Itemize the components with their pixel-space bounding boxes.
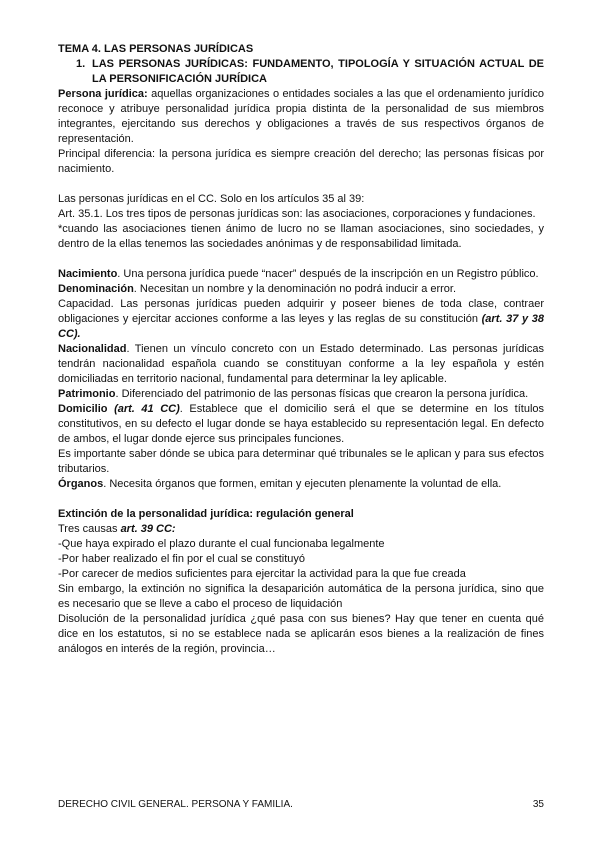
domicilio-term: Domicilio (58, 403, 108, 415)
definition-text: aquellas organizaciones o entidades sociales a las que el ordenamiento jurídico reconoce y atribuye personalidad jurídica propia distinta de la personalidad de sus miembros integrantes, ejercitando sus derechos y obligaciones a través de sus respectivos órganos de representación. (58, 88, 544, 145)
domicilio-ref: (art. 41 CC) (107, 403, 180, 415)
footer-course: DERECHO CIVIL GENERAL. PERSONA Y FAMILIA. (58, 799, 293, 810)
causes-intro-text: Tres causas (58, 523, 121, 535)
cc-paragraph-2: Art. 35.1. Los tres tipos de personas jurídicas son: las asociaciones, corporaciones y fundaciones. (58, 208, 536, 220)
nacionalidad-paragraph (58, 342, 544, 387)
capacidad-ref: (art. 37 y 38 CC). (58, 313, 544, 340)
organos-paragraph (58, 477, 544, 492)
extincion-paragraph-2: Disolución de la personalidad jurídica ¿qué pasa con sus bienes? Hay que tener en cuenta qué dice en los estatutos, si no se establece nada se aplicarán esos bienes a la realización de fines análogos en interés de la región, provincia… (58, 613, 544, 655)
document-page (58, 42, 544, 657)
chapter-title: TEMA 4. LAS PERSONAS JURÍDICAS (58, 43, 254, 55)
cc-paragraph-1: Las personas jurídicas en el CC. Solo en los artículos 35 al 39: (58, 193, 365, 205)
denominacion-paragraph (58, 282, 544, 297)
capacidad-text: Capacidad. Las personas jurídicas pueden adquirir y poseer bienes de toda clase, contraer obligaciones y ejercitar acciones conforme a las leyes y las reglas de su constitución (58, 298, 544, 325)
nacimiento-paragraph (58, 267, 544, 282)
section-heading (58, 57, 544, 87)
patrimonio-term: Patrimonio (58, 388, 116, 400)
organos-term: Órganos (58, 478, 104, 490)
section-number: 1. (76, 58, 86, 70)
patrimonio-paragraph (58, 387, 544, 402)
domicilio-paragraph (58, 402, 544, 447)
difference-paragraph: Principal diferencia: la persona jurídica es siempre creación del derecho; las personas físicas por nacimiento. (58, 148, 544, 175)
domicilio-text: . Establece que el domicilio será el que se determine en los títulos constitutivos, en su defecto el lugar donde se haya establecido su representación legal. En defecto de ambos, el lugar donde ejerce sus principales funciones. (58, 403, 544, 445)
cause-3: -Por carecer de medios suficientes para ejercitar la actividad para la que fue creada (58, 568, 466, 580)
extincion-paragraph-1: Sin embargo, la extinción no significa la desaparición automática de la persona jurídica, sino que es necesario que se lleve a cabo el proceso de liquidación (58, 583, 544, 610)
nacimiento-term: Nacimiento (58, 268, 118, 280)
cc-paragraph-3: *cuando las asociaciones tienen ánimo de lucro no se llaman asociaciones, sino sociedades, y dentro de la ellas tenemos las sociedades anónimas y de responsabilidad limitada. (58, 223, 544, 250)
definition-term: Persona jurídica: (58, 88, 148, 100)
causes-intro (58, 522, 544, 537)
nacionalidad-term: Nacionalidad (58, 343, 127, 355)
cause-1: -Que haya expirado el plazo durante el cual funcionaba legalmente (58, 538, 385, 550)
nacionalidad-text: . Tienen un vínculo concreto con un Estado determinado. Las personas jurídicas tendrán nacionalidad española cuando se constituyan conforme a la ley española y estén domiciliadas en territorio nacional, fundamental para determinar la ley aplicable. (58, 343, 544, 385)
capacidad-paragraph (58, 297, 544, 342)
denominacion-text: . Necesitan un nombre y la denominación no podrá inducir a error. (133, 283, 457, 295)
extincion-heading (58, 507, 544, 522)
organos-text: . Necesita órganos que formen, emitan y ejecuten plenamente la voluntad de ella. (103, 478, 502, 490)
domicilio-note: Es importante saber dónde se ubica para determinar qué tribunales se le aplican y para sus efectos tributarios. (58, 448, 544, 475)
denominacion-term: Denominación (58, 283, 134, 295)
definition-paragraph (58, 87, 544, 147)
extincion-heading-text: Extinción de la personalidad jurídica: regulación general (58, 508, 354, 520)
nacimiento-text: . Una persona jurídica puede “nacer” después de la inscripción en un Registro público. (117, 268, 539, 280)
causes-ref: art. 39 CC: (120, 523, 176, 535)
patrimonio-text: . Diferenciado del patrimonio de las personas físicas que crearon la persona jurídica. (115, 388, 529, 400)
page-number: 35 (532, 799, 544, 810)
page-footer (58, 799, 544, 810)
cause-2: -Por haber realizado el fin por el cual se constituyó (58, 553, 306, 565)
section-title: LAS PERSONAS JURÍDICAS: FUNDAMENTO, TIPOLOGÍA Y SITUACIÓN ACTUAL DE LA PERSONIFICACIÓN JURÍDICA (92, 58, 544, 85)
